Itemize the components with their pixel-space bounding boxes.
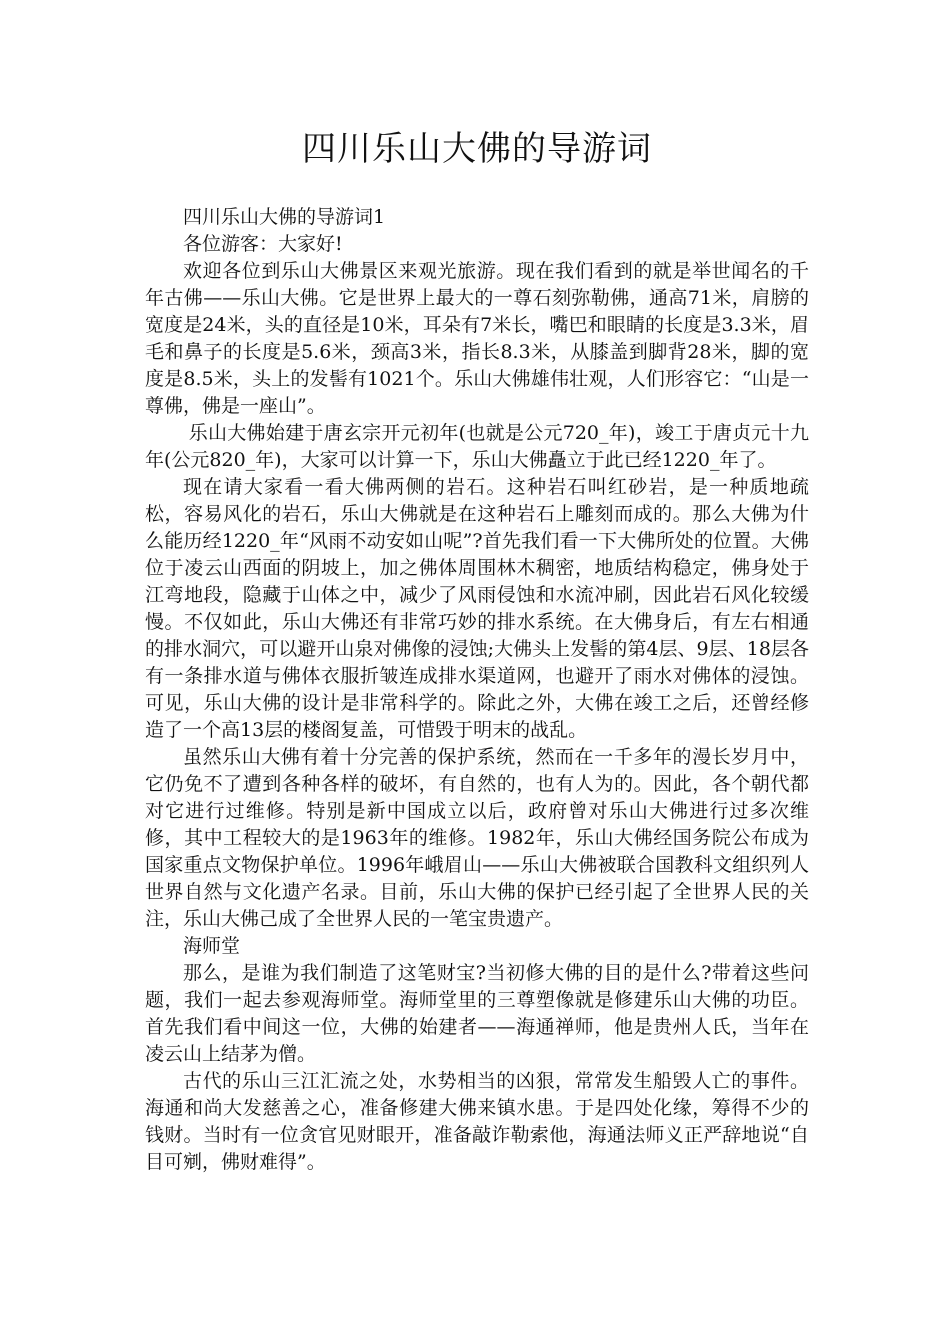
subsection-heading: 海师堂 <box>183 935 241 957</box>
document-body <box>145 204 809 1176</box>
greeting-paragraph: 各位游客：大家好! <box>183 233 343 255</box>
body-paragraph: 乐山大佛始建于唐玄宗开元初年(也就是公元720_年)，竣工于唐贞元十九年(公元820_年)，大家可以计算一下，乐山大佛矗立于此已经1220_年了。 <box>145 422 809 471</box>
body-paragraph: 虽然乐山大佛有着十分完善的保护系统，然而在一千多年的漫长岁月中，它仍免不了遭到各种各样的破坏，有自然的，也有人为的。因此，各个朝代都对它进行过维修。特别是新中国成立以后，政府曾对乐山大佛进行过多次维修，其中工程较大的是1963年的维修。1982年，乐山大佛经国务院公布成为国家重点文物保护单位。1996年峨眉山——乐山大佛被联合国教科文组织列人世界自然与文化遗产名录。目前，乐山大佛的保护已经引起了全世界人民的关注，乐山大佛己成了全世界人民的一笔宝贵遗产。 <box>145 746 809 930</box>
body-paragraph: 现在请大家看一看大佛两侧的岩石。这种岩石叫红砂岩，是一种质地疏松，容易风化的岩石，乐山大佛就是在这种岩石上雕刻而成的。那么大佛为什么能历经1220_年“风雨不动安如山呢”?首先我们看一下大佛所处的位置。大佛位于凌云山西面的阴坡上，加之佛体周围林木稠密，地质结构稳定，佛身处于江弯地段，隐藏于山体之中，减少了风雨侵蚀和水流冲刷，因此岩石风化较缓慢。不仅如此，乐山大佛还有非常巧妙的排水系统。在大佛身后，有左右相通的排水洞穴，可以避开山泉对佛像的浸蚀;大佛头上发髻的第4层、9层、18层各有一条排水道与佛体衣服折皱连成排水渠道网，也避开了雨水对佛体的浸蚀。可见，乐山大佛的设计是非常科学的。除此之外，大佛在竣工之后，还曾经修造了一个高13层的楼阁复盖，可惜毁于明末的战乱。 <box>145 476 809 741</box>
section-heading: 四川乐山大佛的导游词1 <box>183 206 386 228</box>
body-paragraph: 那么，是谁为我们制造了这笔财宝?当初修大佛的目的是什么?带着这些问题，我们一起去参观海师堂。海师堂里的三尊塑像就是修建乐山大佛的功臣。首先我们看中间这一位，大佛的始建者——海通禅师，他是贵州人氏，当年在凌云山上结茅为僧。 <box>145 962 809 1065</box>
document-page <box>145 126 809 1176</box>
body-paragraph: 古代的乐山三江汇流之处，水势相当的凶狠，常常发生船毁人亡的事件。海通和尚大发慈善之心，准备修建大佛来镇水患。于是四处化缘，筹得不少的钱财。当时有一位贪官见财眼开，准备敲诈勒索他，海通法师义正严辞地说“自目可剜，佛财难得”。 <box>145 1070 809 1173</box>
body-paragraph: 欢迎各位到乐山大佛景区来观光旅游。现在我们看到的就是举世闻名的千年古佛——乐山大佛。它是世界上最大的一尊石刻弥勒佛，通高71米，肩膀的宽度是24米，头的直径是10米，耳朵有7米长，嘴巴和眼睛的长度是3.3米，眉毛和鼻子的长度是5.6米，颈高3米，指长8.3米，从膝盖到脚背28米，脚的宽度是8.5米，头上的发髻有1021个。乐山大佛雄伟壮观，人们形容它：“山是一尊佛，佛是一座山”。 <box>145 260 809 417</box>
document-title: 四川乐山大佛的导游词 <box>302 129 652 169</box>
